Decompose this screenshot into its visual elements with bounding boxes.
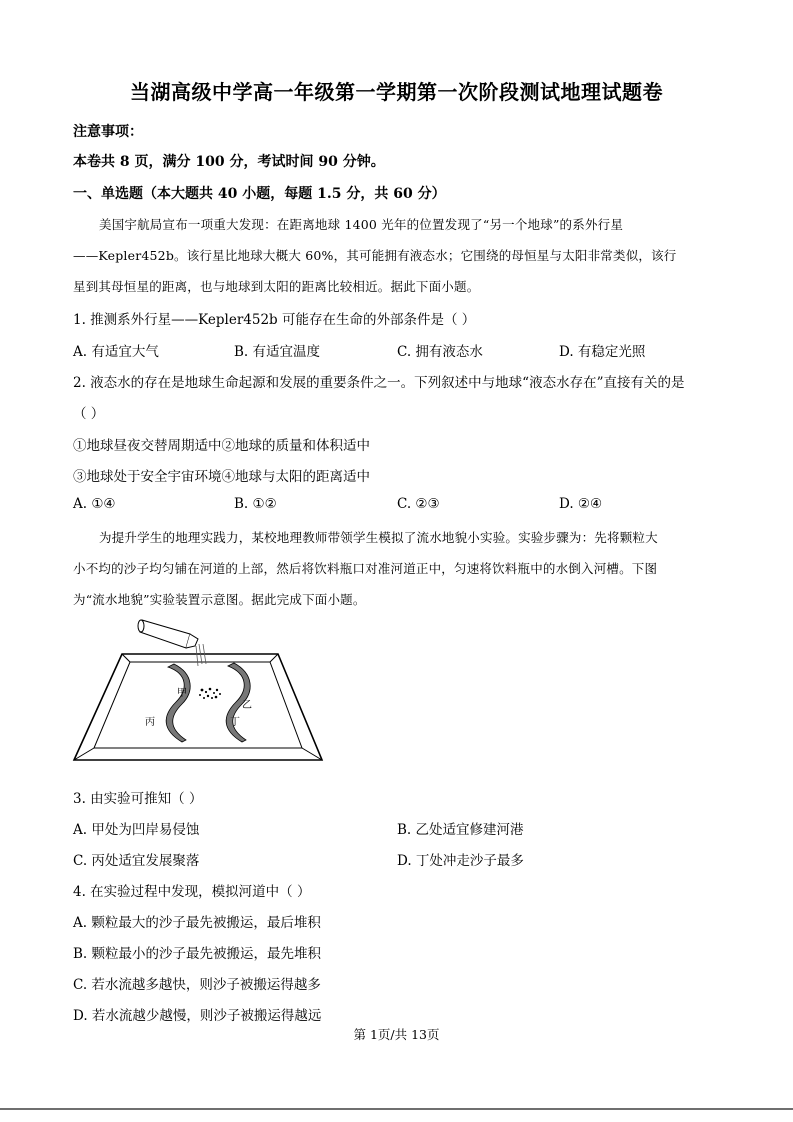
label-jia: 甲 [177,688,187,699]
q1-option-a[interactable]: A. 有适宜大气 [73,344,159,360]
q4-option-c[interactable]: C. 若水流越多越快，则沙子被搬运得越多 [73,977,321,993]
label-bing: 丙 [145,717,155,728]
label-yi: 乙 [242,700,252,711]
q2-statement: ①地球昼夜交替周期适中②地球的质量和体积适中 [73,438,370,454]
question-2-stem: 2. 液态水的存在是地球生命起源和发展的重要条件之一。下列叙述中与地球“液态水存在”直接有关的是 [73,375,685,391]
passage1-line: 美国宇航局宣布一项重大发现：在距离地球 1400 光年的位置发现了“另一个地球”的系外行星 [99,217,624,232]
q3-option-d[interactable]: D. 丁处冲走沙子最多 [397,853,524,869]
q3-option-a[interactable]: A. 甲处为凹岸易侵蚀 [73,822,200,838]
page-footer: 第 1页/共 13页 [353,1027,440,1042]
passage2-line: 为提升学生的地理实践力，某校地理教师带领学生模拟了流水地貌小实验。实验步骤为：先将颗粒大 [99,530,658,545]
label-ding: 丁 [230,717,240,728]
page-title: 当湖高级中学高一年级第一学期第一次阶段测试地理试题卷 [130,80,663,104]
q4-option-d[interactable]: D. 若水流越少越慢，则沙子被搬运得越远 [73,1008,322,1024]
q2-option-b[interactable]: B. ①② [234,496,277,512]
q1-option-b[interactable]: B. 有适宜温度 [234,344,321,360]
q1-option-d[interactable]: D. 有稳定光照 [559,344,646,360]
notice-text: 本卷共 8 页，满分 100 分，考试时间 90 分钟。 [73,154,385,170]
bottom-divider [0,1108,793,1110]
passage2-line: 小不均的沙子均匀铺在河道的上部，然后将饮料瓶口对准河道正中，匀速将饮料瓶中的水倒入河槽。下图 [73,561,658,576]
experiment-figure [70,612,330,767]
passage1-line: 星到其母恒星的距离，也与地球到太阳的距离比较相近。据此下面小题。 [73,279,480,294]
notice-heading: 注意事项： [73,124,143,140]
q4-option-b[interactable]: B. 颗粒最小的沙子最先被搬运，最先堆积 [73,946,322,962]
q3-option-c[interactable]: C. 丙处适宜发展聚落 [73,853,200,869]
q2-option-c[interactable]: C. ②③ [397,496,440,512]
q2-statement: ③地球处于安全宇宙环境④地球与太阳的距离适中 [73,469,370,485]
question-2-stem-cont: （ ） [73,406,105,422]
question-1-stem: 1. 推测系外行星——Kepler452b 可能存在生命的外部条件是（ ） [73,312,476,328]
q2-option-d[interactable]: D. ②④ [559,496,603,512]
section-heading: 一、单选题（本大题共 40 小题，每题 1.5 分，共 60 分） [73,186,446,202]
question-4-stem: 4. 在实验过程中发现，模拟河道中（ ） [73,884,311,900]
q2-option-a[interactable]: A. ①④ [73,496,116,512]
passage1-line: ——Kepler452b。该行星比地球大概大 60%，其可能拥有液态水；它围绕的母恒星与太阳非常类似，该行 [73,248,677,263]
q3-option-b[interactable]: B. 乙处适宜修建河港 [397,822,524,838]
passage2-line: 为“流水地貌”实验装置示意图。据此完成下面小题。 [73,592,366,607]
q4-option-a[interactable]: A. 颗粒最大的沙子最先被搬运，最后堆积 [73,915,321,931]
question-3-stem: 3. 由实验可推知（ ） [73,791,203,807]
q1-option-c[interactable]: C. 拥有液态水 [397,344,483,360]
